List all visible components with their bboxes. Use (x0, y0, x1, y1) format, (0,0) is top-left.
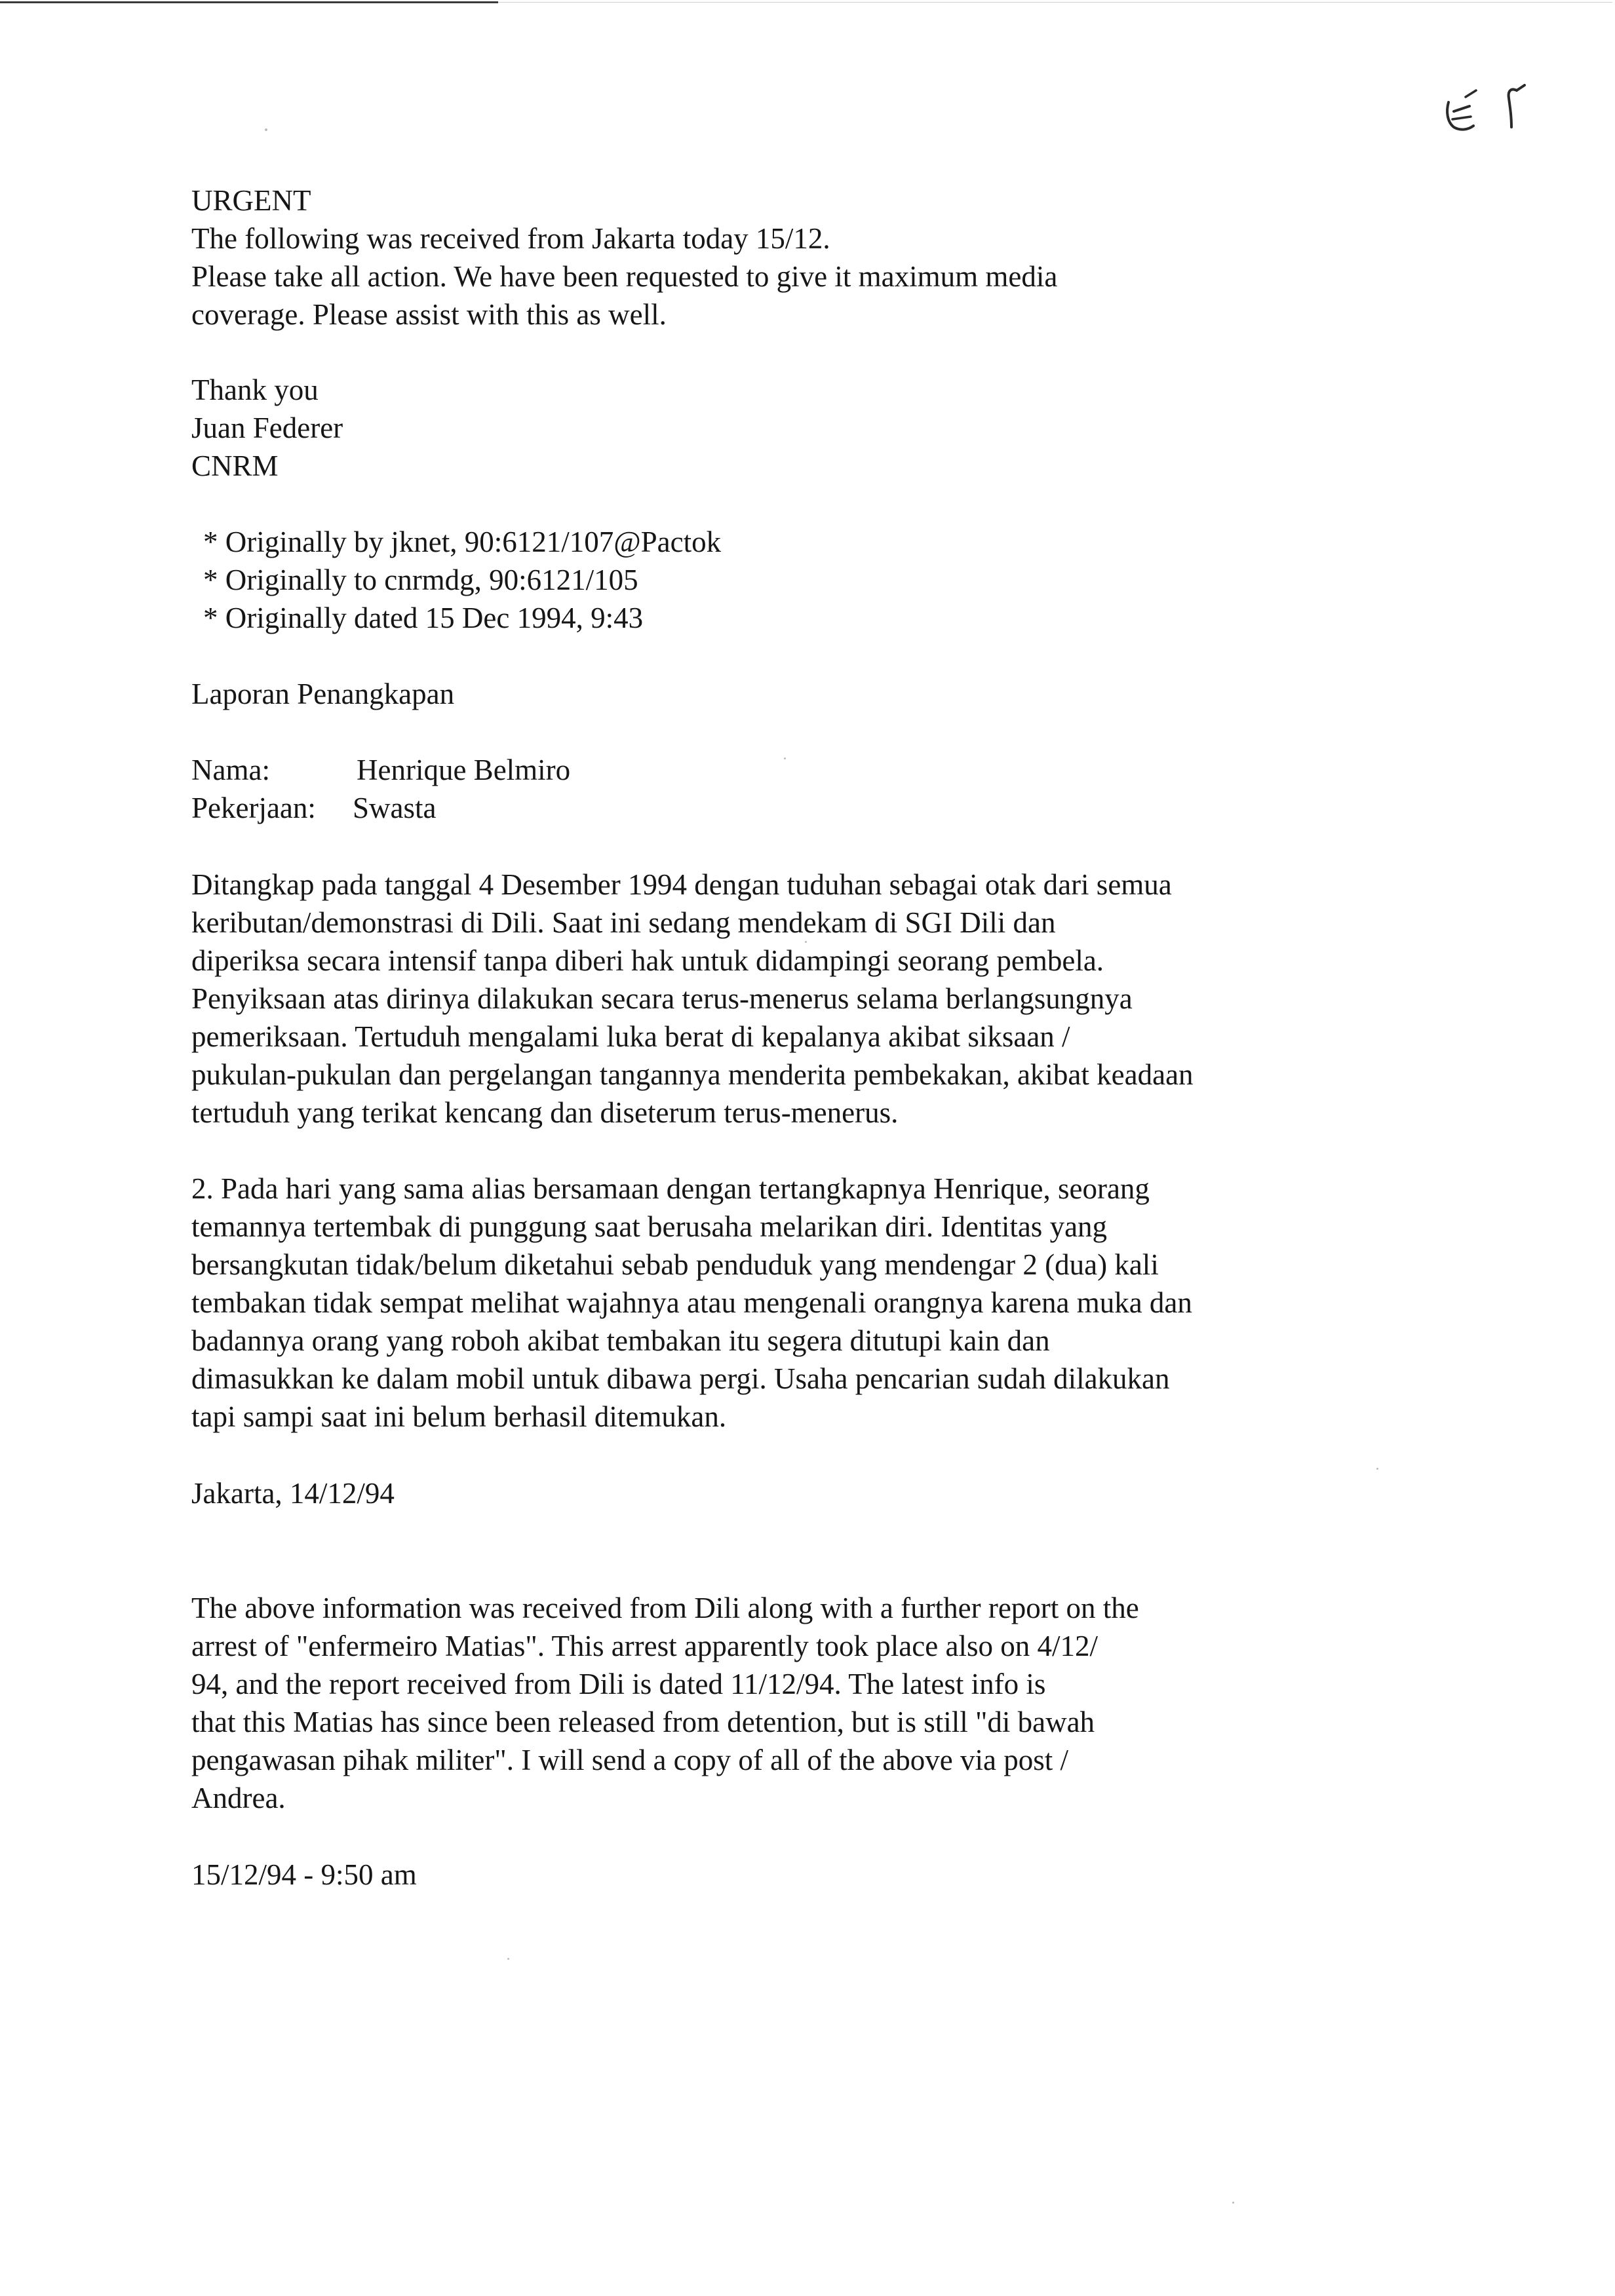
followup-line: arrest of "enfermeiro Matias". This arrest apparently took place also on 4/12/ (191, 1630, 1098, 1662)
field-label: Nama: (191, 754, 270, 786)
intro-line: coverage. Please assist with this as well. (191, 298, 667, 331)
intro-line: The following was received from Jakarta today 15/12. (191, 222, 830, 255)
scan-speck (784, 757, 786, 759)
paragraph1-line: pukulan-pukulan dan pergelangan tangannya menderita pembekakan, akibat keadaan (191, 1058, 1194, 1091)
paragraph2-line: badannya orang yang roboh akibat tembakan itu segera ditutupi kain dan (191, 1324, 1050, 1357)
handwritten-mark (1439, 71, 1538, 143)
report-title: Laporan Penangkapan (191, 678, 455, 710)
scan-edge-line (0, 1, 498, 3)
paragraph2-line: tapi sampi saat ini belum berhasil ditemukan. (191, 1400, 727, 1433)
paragraph1-line: tertuduh yang terikat kencang dan diseterum terus-menerus. (191, 1096, 899, 1129)
signoff-thanks: Thank you (191, 373, 319, 406)
report-field-pekerjaan (191, 789, 437, 827)
paragraph2-line: 2. Pada hari yang sama alias bersamaan dengan tertangkapnya Henrique, seorang (191, 1172, 1150, 1205)
scan-speck (265, 128, 267, 131)
report-place-date: Jakarta, 14/12/94 (191, 1477, 395, 1510)
signoff-org: CNRM (191, 450, 279, 482)
followup-line: that this Matias has since been released from detention, but is still "di bawah (191, 1706, 1095, 1738)
followup-line: pengawasan pihak militer". I will send a copy of all of the above via post / (191, 1744, 1069, 1776)
paragraph1-line: pemeriksaan. Tertuduh mengalami luka berat di kepalanya akibat siksaan / (191, 1020, 1070, 1053)
field-label: Pekerjaan: (191, 792, 316, 824)
origin-line: * Originally dated 15 Dec 1994, 9:43 (203, 602, 644, 634)
followup-timestamp: 15/12/94 - 9:50 am (191, 1858, 417, 1891)
followup-line: Andrea. (191, 1782, 286, 1814)
field-value: Swasta (353, 792, 437, 824)
field-value: Henrique Belmiro (357, 754, 571, 786)
scan-edge-line-faint (498, 2, 1612, 3)
scan-speck (805, 941, 807, 943)
paragraph1-line: keributan/demonstrasi di Dili. Saat ini sedang mendekam di SGI Dili dan (191, 906, 1056, 939)
paragraph1-line: Ditangkap pada tanggal 4 Desember 1994 dengan tuduhan sebagai otak dari semua (191, 868, 1172, 901)
urgent-label: URGENT (191, 184, 311, 217)
paragraph2-line: dimasukkan ke dalam mobil untuk dibawa pergi. Usaha pencarian sudah dilakukan (191, 1362, 1170, 1395)
signoff-name: Juan Federer (191, 411, 343, 444)
origin-line: * Originally to cnrmdg, 90:6121/105 (203, 564, 638, 596)
scan-speck (507, 1958, 509, 1960)
intro-line: Please take all action. We have been requested to give it maximum media (191, 260, 1058, 293)
scan-speck (1376, 1468, 1378, 1470)
followup-line: The above information was received from Dili along with a further report on the (191, 1592, 1139, 1624)
paragraph2-line: temannya tertembak di punggung saat berusaha melarikan diri. Identitas yang (191, 1210, 1108, 1243)
followup-line: 94, and the report received from Dili is dated 11/12/94. The latest info is (191, 1668, 1046, 1700)
origin-line: * Originally by jknet, 90:6121/107@Pactok (203, 526, 722, 558)
report-field-nama (191, 751, 570, 789)
paragraph2-line: tembakan tidak sempat melihat wajahnya atau mengenali orangnya karena muka dan (191, 1286, 1192, 1319)
paragraph1-line: Penyiksaan atas dirinya dilakukan secara terus-menerus selama berlangsungnya (191, 982, 1133, 1015)
scan-speck (1232, 2202, 1234, 2204)
paragraph1-line: diperiksa secara intensif tanpa diberi hak untuk didampingi seorang pembela. (191, 944, 1104, 977)
paragraph2-line: bersangkutan tidak/belum diketahui sebab penduduk yang mendengar 2 (dua) kali (191, 1248, 1159, 1281)
